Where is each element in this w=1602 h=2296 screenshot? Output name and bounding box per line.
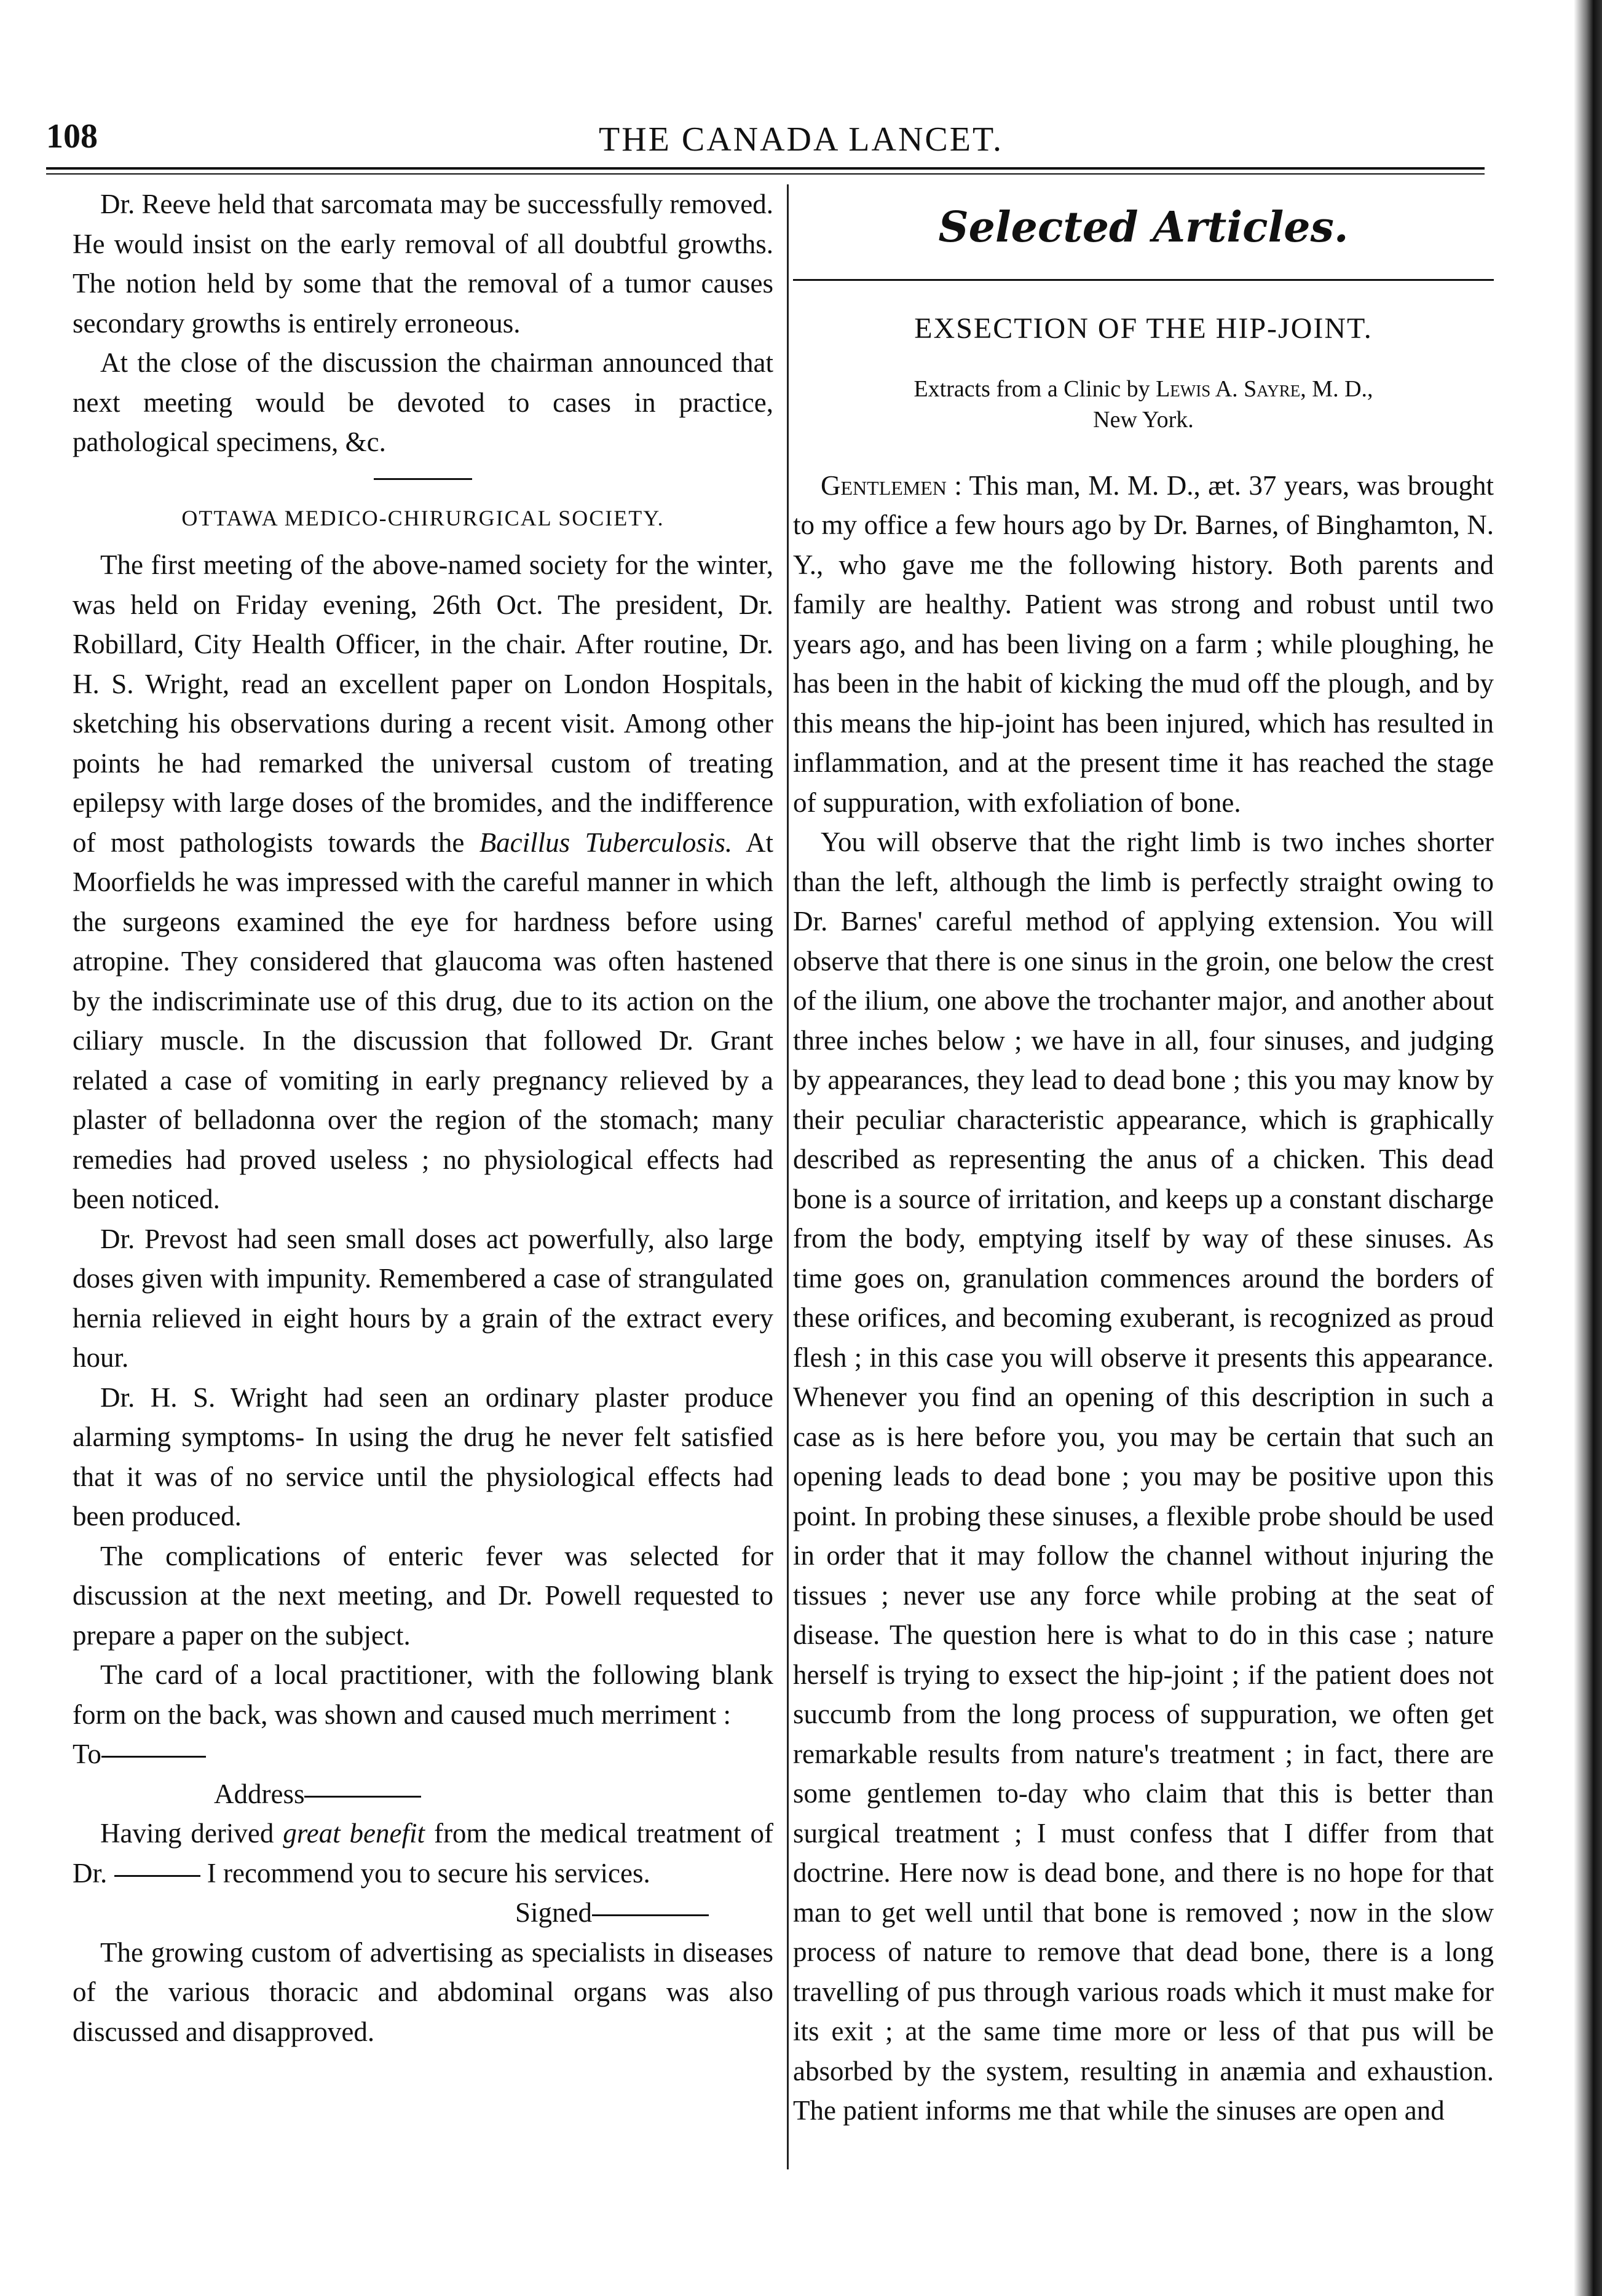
blank-line [114,1875,200,1877]
section-divider [374,478,472,480]
form-address-line [214,1774,773,1814]
text: The first meeting of the above-named society for the winter, was held on Friday evening, 26th Oct. The president, Dr. Robillard, City Health Officer, in the chair. After routine, Dr. H. S. Wright, read an excellent paper on London Hospitals, sketching his observations during a recent visit. Among other points he had remarked the universal custom of treating epilepsy with large doses of the bromides, and the indifference of most pathologists towards the [73,549,773,858]
byline-place: New York. [1093,406,1194,433]
form-text [73,1814,773,1893]
form-signed-line [515,1893,773,1933]
paragraph: The card of a local practitioner, with the following blank form on the back, was shown and caused much merriment : [73,1659,773,1730]
lead-in: Gentlemen : [821,470,962,501]
article-byline [793,374,1494,435]
left-column [73,184,773,2051]
paragraph: The growing custom of advertising as specialists in diseases of the various thoracic and abdominal organs was also discussed and disapproved. [73,1936,773,2047]
paragraph: At the close of the discussion the chairman announced that next meeting would be devoted to cases in practice, pathological specimens, &c. [73,347,773,457]
blank-line [592,1914,709,1916]
form-to-label: To [73,1739,101,1769]
paragraph: Dr. H. S. Wright had seen an ordinary plaster produce alarming symptoms- In using the drug he never felt satisfied that it was of no service until the physiological effects had been produced. [73,1382,773,1531]
italic-text: Bacillus Tuberculosis. [479,827,733,858]
text: This man, M. M. D., æt. 37 years, was brought to my office a few hours ago by Dr. Barnes, of Binghamton, N. Y., who gave me the following history. Both parents and family are healthy. Patient was strong and robust until two years ago, and has been living on a farm ; while ploughing, he has been in the habit of kicking the mud off the plough, and by this means the hip-joint has been injured, which has resulted in inflammation, and at the present time it has reached the stage of suppuration, with exfoliation of bone. [793,470,1494,818]
right-column [793,184,1494,2131]
page-number: 108 [46,117,98,155]
italic-text: great benefit [283,1818,425,1849]
form-address-label: Address [214,1778,305,1809]
header-rule [46,167,1485,170]
text: I recommend you to secure his services. [200,1857,650,1889]
scan-edge [1574,0,1602,2296]
paragraph: Dr. Prevost had seen small doses act powerfully, also large doses given with impunity. Remembered a case of strangulated hernia relieved in eight hours by a grain of the extract every hour. [73,1223,773,1373]
text: from the medical treatment of Dr. [73,1818,773,1889]
paragraph [73,545,773,1219]
header-rule-thin [46,173,1485,175]
blank-line [304,1796,421,1798]
text: Having derived [100,1818,283,1849]
paragraph [793,466,1494,823]
society-heading: OTTAWA MEDICO-CHIRURGICAL SOCIETY. [181,505,665,530]
column-divider [787,184,789,2169]
article-title: EXSECTION OF THE HIP-JOINT. [914,312,1373,345]
paragraph: The complications of enteric fever was selected for discussion at the next meeting, and Dr. Powell requested to prepare a paper on the subject. [73,1540,773,1651]
text: At Moorfields he was impressed with the careful manner in which the surgeons examined the eye for hardness before using atropine. They considered that glaucoma was often hastened by the indiscriminate use of this drug, due to its action on the ciliary muscle. In the discussion that followed Dr. Grant related a case of vomiting in early pregnancy relieved by a plaster of belladonna over the region of the stomach; many remedies had proved useless ; no physiological effects had been noticed. [73,827,773,1214]
paragraph: Dr. Reeve held that sarcomata may be successfully removed. He would insist on the early removal of all doubtful growths. The notion held by some that the removal of a tumor causes secondary growths is entirely erroneous. [73,189,773,339]
section-heading: Selected Articles. [938,203,1349,252]
form-to-line [73,1734,773,1774]
running-head: THE CANADA LANCET. [598,120,1004,159]
heading-rule [793,279,1494,281]
byline-prefix: Extracts from a Clinic by [913,375,1156,402]
form-signed-label: Signed [515,1897,593,1928]
paragraph: You will observe that the right limb is two inches shorter than the left, although the limb is perfectly straight owing to Dr. Barnes' careful method of applying extension. You will observe that there is one sinus in the groin, one below the crest of the ilium, one above the trochanter major, and another about three inches below ; we have in all, four sinuses, and judging by appearances, they lead to dead bone ; this you may know by their peculiar characteristic appearance, which is graphically described as representing the anus of a chicken. This dead bone is a source of irritation, and keeps up a constant discharge from the body, emptying itself by way of these sinuses. As time goes on, granulation commences around the borders of these orifices, and becoming exuberant, is recognized as proud flesh ; in this case you will observe it presents this appearance. Whenever you find an opening of this description in such a case as is here before you, you may be certain that such an opening leads to dead bone ; you may be positive upon this point. In probing these sinuses, a flexible probe should be used in order that it may follow the channel without injuring the tissues ; never use any force while probing at the seat of disease. The question here is what to do in this case ; nature herself is trying to exsect the hip-joint ; if the patient does not succumb from the long process of suppuration, we often get remarkable results from nature's treatment ; in fact, there are some gentlemen to-day who claim that this is better than surgical treatment ; I must confess that I differ from that doctrine. Here now is dead bone, and there is no hope for that man to get well until that bone is removed ; now in the slow process of nature to remove that dead bone, there is a long travelling of pus through various roads which it must make for its exit ; at the same time more or less of that pus will be absorbed by the system, resulting in anæmia and exhaustion. The patient informs me that while the sinuses are open and [793,827,1494,2126]
byline-author: Lewis A. Sayre, M. D., [1156,375,1373,402]
blank-line [101,1756,206,1758]
